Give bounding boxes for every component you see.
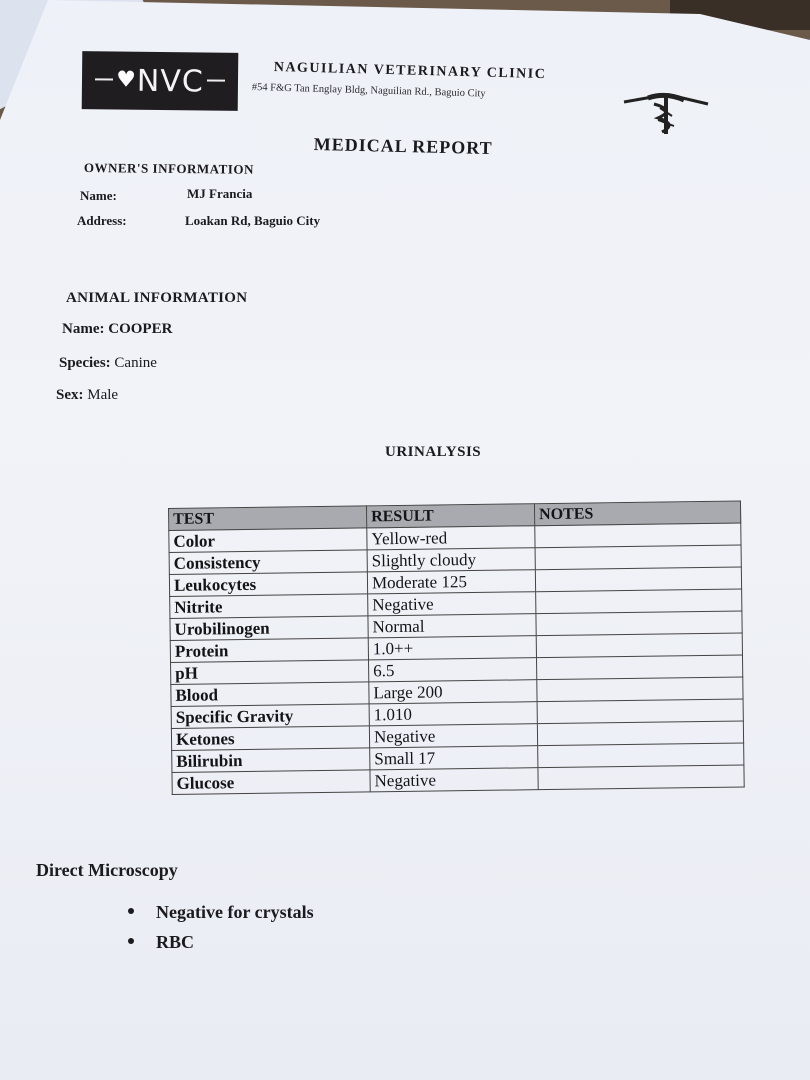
test-notes (536, 589, 742, 614)
test-result: 1.0++ (368, 636, 536, 660)
urinalysis-table-wrapper (168, 501, 744, 795)
test-name: Ketones (171, 726, 369, 751)
animal-species-line (59, 355, 157, 372)
test-result: Negative (368, 592, 536, 616)
test-name: Consistency (169, 550, 367, 575)
test-name: Glucose (172, 770, 370, 795)
animal-name: COOPER (108, 321, 173, 337)
heart-paw-icon: ♥ (116, 67, 138, 93)
owner-name: MJ Francia (187, 186, 253, 201)
test-result: Large 200 (369, 680, 537, 704)
test-name: pH (171, 660, 369, 685)
direct-microscopy-heading: Direct Microscopy (36, 860, 178, 880)
column-header-result: RESULT (366, 504, 534, 528)
animal-sex: Male (87, 387, 119, 403)
test-result: Yellow-red (367, 526, 535, 550)
test-result: Negative (369, 724, 537, 748)
test-result: 1.010 (369, 702, 537, 726)
column-header-notes: NOTES (534, 501, 740, 526)
test-result: Normal (368, 614, 536, 638)
clinic-logo: ♥NVC (82, 51, 239, 111)
clinic-address: #54 F&G Tan Englay Bldg, Naguilian Rd., Baguio City (251, 82, 486, 100)
owner-section-heading: OWNER'S INFORMATION (83, 160, 254, 177)
test-notes (535, 545, 741, 570)
list-item: RBC (128, 928, 314, 958)
animal-section-heading: ANIMAL INFORMATION (66, 290, 248, 306)
animal-name-label: Name: (62, 321, 105, 337)
clinic-name: NAGUILIAN VETERINARY CLINIC (273, 60, 547, 83)
test-notes (538, 765, 744, 790)
test-notes (536, 655, 742, 680)
test-notes (537, 677, 743, 702)
test-result: 6.5 (369, 658, 537, 682)
animal-species-label: Species: (59, 355, 111, 371)
list-item: Negative for crystals (128, 898, 314, 928)
test-name: Leukocytes (169, 572, 367, 597)
test-name: Nitrite (170, 594, 368, 619)
test-name: Bilirubin (172, 748, 370, 773)
bullet-icon (128, 938, 134, 944)
test-name: Specific Gravity (171, 704, 369, 729)
urinalysis-table (168, 500, 745, 794)
owner-name-label: Name: (80, 188, 117, 203)
animal-species: Canine (114, 355, 157, 371)
test-notes (535, 523, 741, 548)
test-result: Negative (370, 768, 538, 792)
column-header-test: TEST (169, 506, 367, 531)
test-notes (536, 611, 742, 636)
test-result: Small 17 (370, 746, 538, 770)
animal-name-line (62, 321, 172, 338)
test-notes (537, 721, 743, 746)
direct-microscopy-list (128, 898, 314, 958)
animal-sex-label: Sex: (56, 387, 84, 403)
test-notes (536, 633, 742, 658)
report-title: MEDICAL REPORT (313, 134, 493, 159)
bullet-icon (128, 908, 134, 914)
owner-address-label: Address: (77, 213, 127, 228)
test-result: Moderate 125 (367, 570, 535, 594)
veterinary-caduceus-icon (618, 86, 714, 138)
test-notes (538, 743, 744, 768)
test-name: Protein (170, 638, 368, 663)
test-result: Slightly cloudy (367, 548, 535, 572)
test-name: Urobilinogen (170, 616, 368, 641)
test-notes (537, 699, 743, 724)
test-name: Color (169, 528, 367, 553)
animal-sex-line (56, 387, 118, 404)
owner-address: Loakan Rd, Baguio City (185, 213, 321, 228)
test-name: Blood (171, 682, 369, 707)
urinalysis-heading: URINALYSIS (385, 444, 482, 460)
test-notes (535, 567, 741, 592)
